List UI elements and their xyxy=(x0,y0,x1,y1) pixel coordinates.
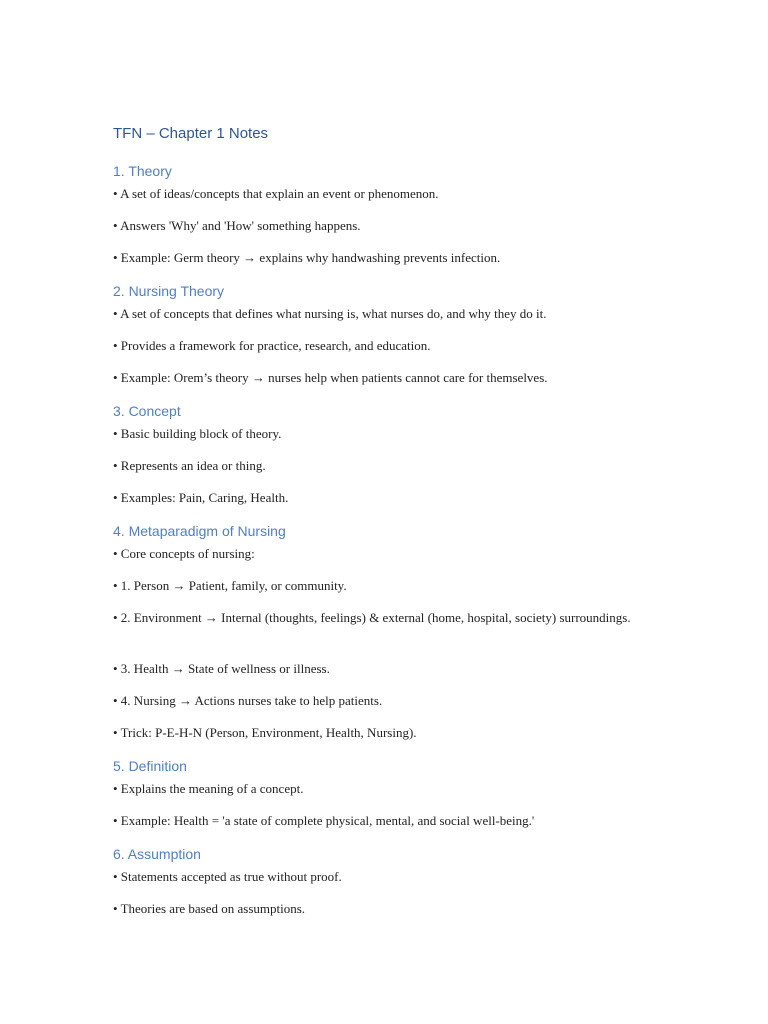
bullet-item: • Core concepts of nursing: xyxy=(113,546,255,561)
section-heading-definition: 5. Definition xyxy=(113,758,187,774)
section-heading-metaparadigm: 4. Metaparadigm of Nursing xyxy=(113,523,286,539)
bullet-item: • Provides a framework for practice, research, and education. xyxy=(113,338,431,353)
section-heading-nursing-theory: 2. Nursing Theory xyxy=(113,283,225,299)
bullet-item: • A set of ideas/concepts that explain an event or phenomenon. xyxy=(113,186,439,201)
bullet-item: • Represents an idea or thing. xyxy=(113,458,266,473)
bullet-item: • Statements accepted as true without proof. xyxy=(113,869,342,884)
bullet-item: • 4. Nursing → Actions nurses take to help patients. xyxy=(113,693,383,708)
section-heading-theory: 1. Theory xyxy=(113,163,172,179)
bullet-item: • 1. Person → Patient, family, or community. xyxy=(113,578,347,593)
bullet-item: • Explains the meaning of a concept. xyxy=(113,781,304,796)
section-heading-assumption: 6. Assumption xyxy=(113,846,201,862)
bullet-item: • Example: Health = 'a state of complete physical, mental, and social well-being.' xyxy=(113,813,535,828)
bullet-item: • Example: Germ theory → explains why handwashing prevents infection. xyxy=(113,250,501,265)
bullet-item: • 3. Health → State of wellness or illness. xyxy=(113,661,330,676)
bullet-item: • 2. Environment → Internal (thoughts, feelings) & external (home, hospital, society) surroundings. xyxy=(113,610,631,625)
section-heading-concept: 3. Concept xyxy=(113,403,181,419)
bullet-item: • A set of concepts that defines what nursing is, what nurses do, and why they do it. xyxy=(113,306,547,321)
bullet-item: • Trick: P-E-H-N (Person, Environment, Health, Nursing). xyxy=(113,725,417,740)
bullet-item: • Theories are based on assumptions. xyxy=(113,901,306,916)
bullet-item: • Example: Orem’s theory → nurses help when patients cannot care for themselves. xyxy=(113,370,548,385)
bullet-item: • Examples: Pain, Caring, Health. xyxy=(113,490,289,505)
document-title: TFN – Chapter 1 Notes xyxy=(113,125,269,142)
bullet-item: • Basic building block of theory. xyxy=(113,426,282,441)
bullet-item: • Answers 'Why' and 'How' something happens. xyxy=(113,218,361,233)
